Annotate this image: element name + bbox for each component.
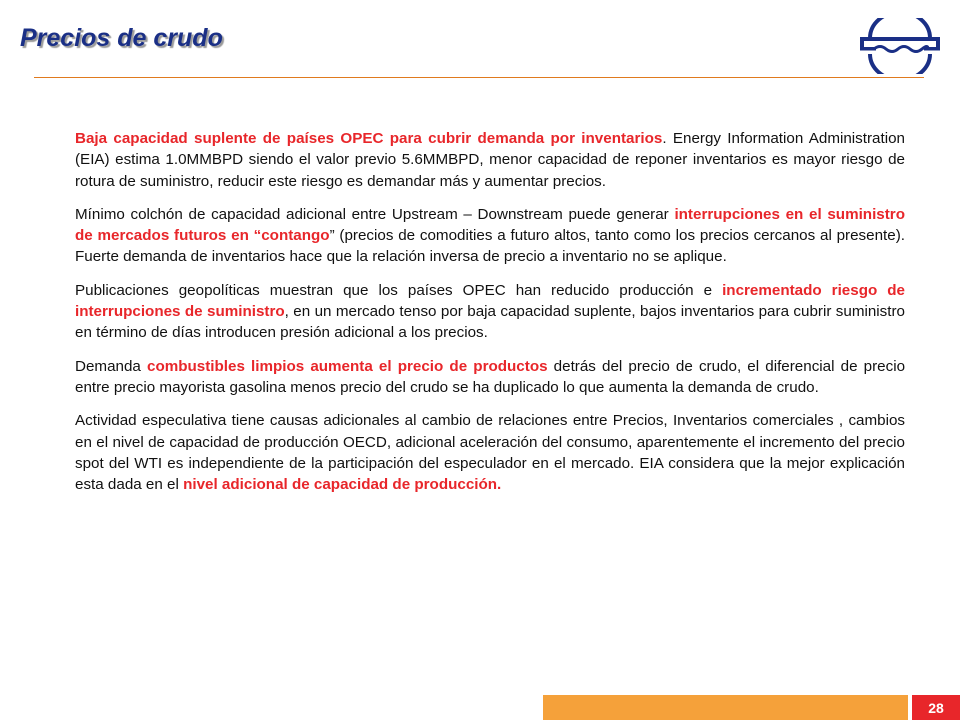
body-segment: Demanda xyxy=(75,357,147,375)
paragraph xyxy=(75,128,905,192)
paragraph xyxy=(75,280,905,344)
body-segment: Mínimo colchón de capacidad adicional entre Upstream – Downstream puede generar xyxy=(75,205,675,223)
paragraph xyxy=(75,356,905,399)
company-logo-icon xyxy=(856,18,944,74)
header-divider xyxy=(34,77,924,78)
highlight-text: nivel adicional de capacidad de producción. xyxy=(183,476,502,494)
highlight-text: combustibles limpios aumenta el precio de productos xyxy=(147,357,548,375)
highlight-text: interrupciones en el suministro de mercados futuros en “contango xyxy=(75,205,905,245)
page-number: 28 xyxy=(912,695,960,720)
body-segment: Actividad especulativa tiene causas adicionales al cambio de relaciones entre Precios, Inventarios comerciales , cambios en el nivel de capacidad de producción OECD, adicional aceleración del consumo, aparentemente el incremento del precio spot del WTI es independiente de la participación del especulador en el mercado. EIA considera que la mejor explicación esta dada en el xyxy=(75,412,905,494)
paragraph xyxy=(75,204,905,268)
page-title: Precios de crudo xyxy=(20,24,223,52)
body-segment: Publicaciones geopolíticas muestran que los países OPEC han reducido producción e xyxy=(75,281,723,299)
highlight-text: incrementado riesgo de interrupciones de suministro xyxy=(75,281,905,321)
highlight-text: Baja capacidad suplente de países OPEC para cubrir demanda por inventarios xyxy=(75,130,663,147)
body-segment: . Energy Information Administration (EIA) estima 1.0MMBPD siendo el valor previo 5.6MMBPD, menor capacidad de reponer inventarios es mayor riesgo de rotura de suministro, reducir este riesgo es demandar más y aumentar precios. xyxy=(75,130,905,190)
footer-bar xyxy=(543,695,908,720)
body-text xyxy=(75,128,905,507)
paragraph xyxy=(75,410,905,495)
body-segment: , en un mercado tenso por baja capacidad suplente, bajos inventarios para cubrir suministro en término de días introducen presión adicional a los precios. xyxy=(75,303,905,342)
body-segment: ” (precios de comodities a futuro altos, tanto como los precios cercanos al presente). Fuerte demanda de inventarios hace que la relación inversa de precio a inventario no se aplique. xyxy=(75,227,905,266)
body-segment: detrás del precio de crudo, el diferencial de precio entre precio mayorista gasolina menos precio del crudo se ha duplicado lo que aumenta la demanda de crudo. xyxy=(75,357,906,396)
